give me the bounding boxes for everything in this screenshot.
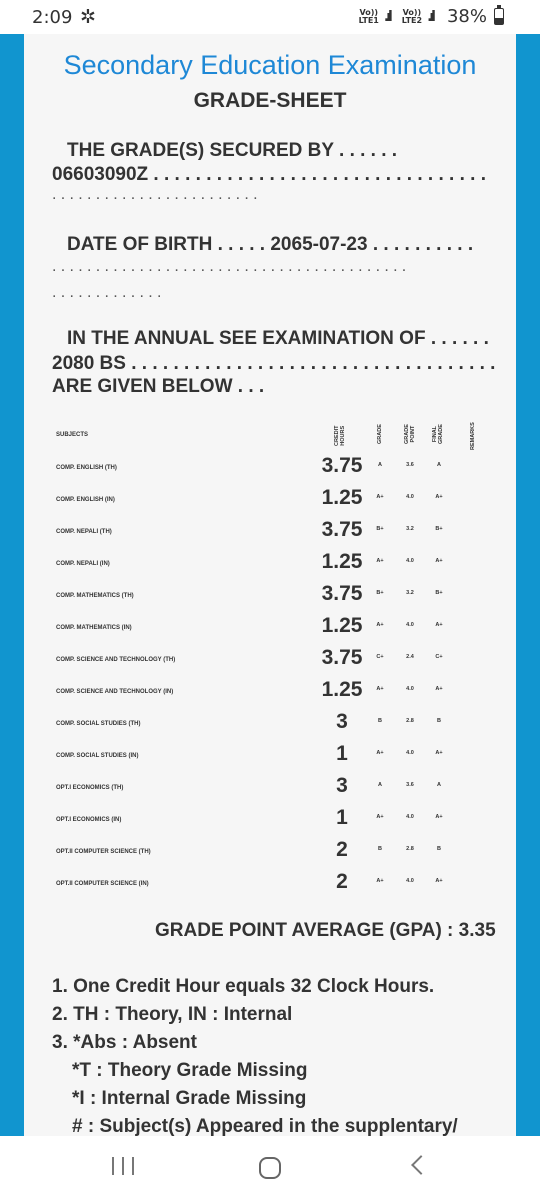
credit-hours: 3: [336, 774, 348, 797]
sheet-title: Secondary Education Examination: [63, 50, 477, 80]
subject-name: COMP. ENGLISH (TH): [56, 465, 117, 471]
home-icon[interactable]: [259, 1157, 281, 1179]
grade: A+: [376, 686, 384, 692]
gear-icon: ✲: [80, 6, 96, 28]
final-grade: A: [437, 782, 441, 788]
grade: A+: [376, 494, 384, 500]
subject-name: OPT.II COMPUTER SCIENCE (IN): [56, 881, 149, 887]
signal-1-icon: .ıl: [383, 8, 390, 25]
grade-point: 2.8: [406, 846, 414, 852]
table-row: [24, 582, 516, 618]
volte-2-icon: Vo)) LTE2: [401, 7, 423, 25]
dots-line: .........................................: [52, 258, 411, 275]
note-3: 3. *Abs : Absent: [52, 1032, 197, 1053]
table-row: [24, 646, 516, 682]
grade-sheet[interactable]: [24, 34, 516, 1136]
credit-hours: 1.25: [321, 486, 363, 509]
header-subjects: SUBJECTS: [56, 432, 89, 438]
grade: A+: [376, 750, 384, 756]
note-5: *I : Internal Grade Missing: [72, 1088, 307, 1109]
note-1: 1. One Credit Hour equals 32 Clock Hours.: [52, 976, 435, 997]
dots-line: .............: [52, 284, 166, 301]
status-time: 2:09: [32, 7, 73, 28]
credit-hours: 1: [336, 742, 348, 765]
table-row: [24, 870, 516, 906]
final-grade: A+: [435, 494, 443, 500]
table-row: [24, 838, 516, 874]
subject-name: OPT.I ECONOMICS (IN): [56, 817, 122, 823]
table-row: [24, 614, 516, 650]
credit-hours: 3: [336, 710, 348, 733]
grade-point: 4.0: [406, 686, 414, 692]
credit-hours: 3.75: [321, 518, 363, 541]
final-grade: B: [437, 718, 441, 724]
sheet-subtitle: GRADE-SHEET: [193, 89, 347, 112]
subject-name: OPT.II COMPUTER SCIENCE (TH): [56, 849, 151, 855]
final-grade: A+: [435, 622, 443, 628]
grade-point: 2.4: [406, 654, 414, 660]
grade: B+: [376, 590, 384, 596]
subject-name: COMP. NEPALI (TH): [56, 529, 112, 535]
given-below: ARE GIVEN BELOW . . .: [52, 376, 265, 397]
signal-2-icon: .ıl: [427, 8, 433, 25]
grade: C+: [376, 654, 384, 660]
grade-point: 4.0: [406, 494, 414, 500]
battery-icon: [494, 8, 504, 25]
header-grade-point: GRADE POINT: [404, 424, 416, 444]
recent-apps-icon[interactable]: [112, 1157, 134, 1177]
grade-point: 4.0: [406, 622, 414, 628]
subject-name: COMP. MATHEMATICS (IN): [56, 625, 132, 631]
table-row: [24, 774, 516, 810]
table-row: [24, 486, 516, 522]
header-final-grade: FINAL GRADE: [432, 424, 444, 444]
date-of-birth: DATE OF BIRTH . . . . . 2065-07-23 . . . . . . . . . .: [67, 234, 474, 255]
table-row: [24, 550, 516, 586]
subject-name: COMP. SOCIAL STUDIES (IN): [56, 753, 139, 759]
final-grade: A+: [435, 686, 443, 692]
final-grade: A+: [435, 814, 443, 820]
dots-line: ........................: [52, 186, 262, 203]
grade-point: 3.6: [406, 462, 414, 468]
subject-name: COMP. SCIENCE AND TECHNOLOGY (TH): [56, 657, 176, 663]
grade-point: 4.0: [406, 558, 414, 564]
right-border: [516, 34, 540, 1136]
status-bar: [0, 0, 540, 34]
volte-1-icon: Vo)) LTE1: [358, 7, 379, 25]
grade-point: 2.8: [406, 718, 414, 724]
credit-hours: 3.75: [321, 454, 363, 477]
credit-hours: 2: [336, 838, 348, 861]
credit-hours: 1: [336, 806, 348, 829]
final-grade: A+: [435, 750, 443, 756]
final-grade: B+: [435, 590, 443, 596]
grade: B: [378, 718, 382, 724]
left-border: [0, 34, 24, 1136]
header-remarks: REMARKS: [470, 422, 476, 450]
table-row: [24, 678, 516, 714]
symbol-number: 06603090Z . . . . . . . . . . . . . . . . . . . . . . . . . . . . . . . .: [52, 164, 486, 185]
grade: B: [378, 846, 382, 852]
grade: B+: [376, 526, 384, 532]
secured-by-label: THE GRADE(S) SECURED BY . . . . . .: [67, 140, 398, 161]
grade: A+: [376, 622, 384, 628]
credit-hours: 2: [336, 870, 348, 893]
subject-name: COMP. MATHEMATICS (TH): [56, 593, 134, 599]
grade-point: 4.0: [406, 878, 414, 884]
subject-name: OPT.I ECONOMICS (TH): [56, 785, 124, 791]
table-row: [24, 742, 516, 778]
credit-hours: 1.25: [321, 614, 363, 637]
grade-point: 3.2: [406, 590, 414, 596]
grade: A+: [376, 814, 384, 820]
subject-name: COMP. ENGLISH (IN): [56, 497, 115, 503]
grade-point: 4.0: [406, 750, 414, 756]
grade-point: 3.2: [406, 526, 414, 532]
header-credit-hours: CREDIT HOURS: [334, 425, 346, 446]
status-indicators: [359, 6, 504, 27]
credit-hours: 3.75: [321, 582, 363, 605]
battery-percent: 38%: [446, 6, 487, 27]
table-row: [24, 518, 516, 554]
final-grade: A+: [435, 558, 443, 564]
navigation-bar: [0, 1136, 540, 1204]
subject-name: COMP. SCIENCE AND TECHNOLOGY (IN): [56, 689, 174, 695]
final-grade: B+: [435, 526, 443, 532]
grade: A: [378, 462, 382, 468]
back-icon[interactable]: [411, 1155, 431, 1175]
grade: A+: [376, 558, 384, 564]
grade-point: 4.0: [406, 814, 414, 820]
credit-hours: 1.25: [321, 678, 363, 701]
grade-point: 3.6: [406, 782, 414, 788]
exam-line: IN THE ANNUAL SEE EXAMINATION OF . . . . . .: [67, 328, 489, 349]
exam-year: 2080 BS . . . . . . . . . . . . . . . . . . . . . . . . . . . . . . . . . . .: [52, 353, 496, 374]
final-grade: A: [437, 462, 441, 468]
note-2: 2. TH : Theory, IN : Internal: [52, 1004, 293, 1025]
final-grade: A+: [435, 878, 443, 884]
credit-hours: 1.25: [321, 550, 363, 573]
note-4: *T : Theory Grade Missing: [72, 1060, 308, 1081]
subject-name: COMP. SOCIAL STUDIES (TH): [56, 721, 141, 727]
grade: A+: [376, 878, 384, 884]
table-row: [24, 454, 516, 490]
table-row: [24, 710, 516, 746]
gpa-summary: GRADE POINT AVERAGE (GPA) : 3.35: [155, 920, 496, 941]
table-row: [24, 806, 516, 842]
header-grade: GRADE: [377, 424, 383, 444]
subject-name: COMP. NEPALI (IN): [56, 561, 110, 567]
grade: A: [378, 782, 382, 788]
credit-hours: 3.75: [321, 646, 363, 669]
final-grade: C+: [435, 654, 443, 660]
final-grade: B: [437, 846, 441, 852]
note-6: # : Subject(s) Appeared in the supplentary/: [72, 1116, 458, 1136]
